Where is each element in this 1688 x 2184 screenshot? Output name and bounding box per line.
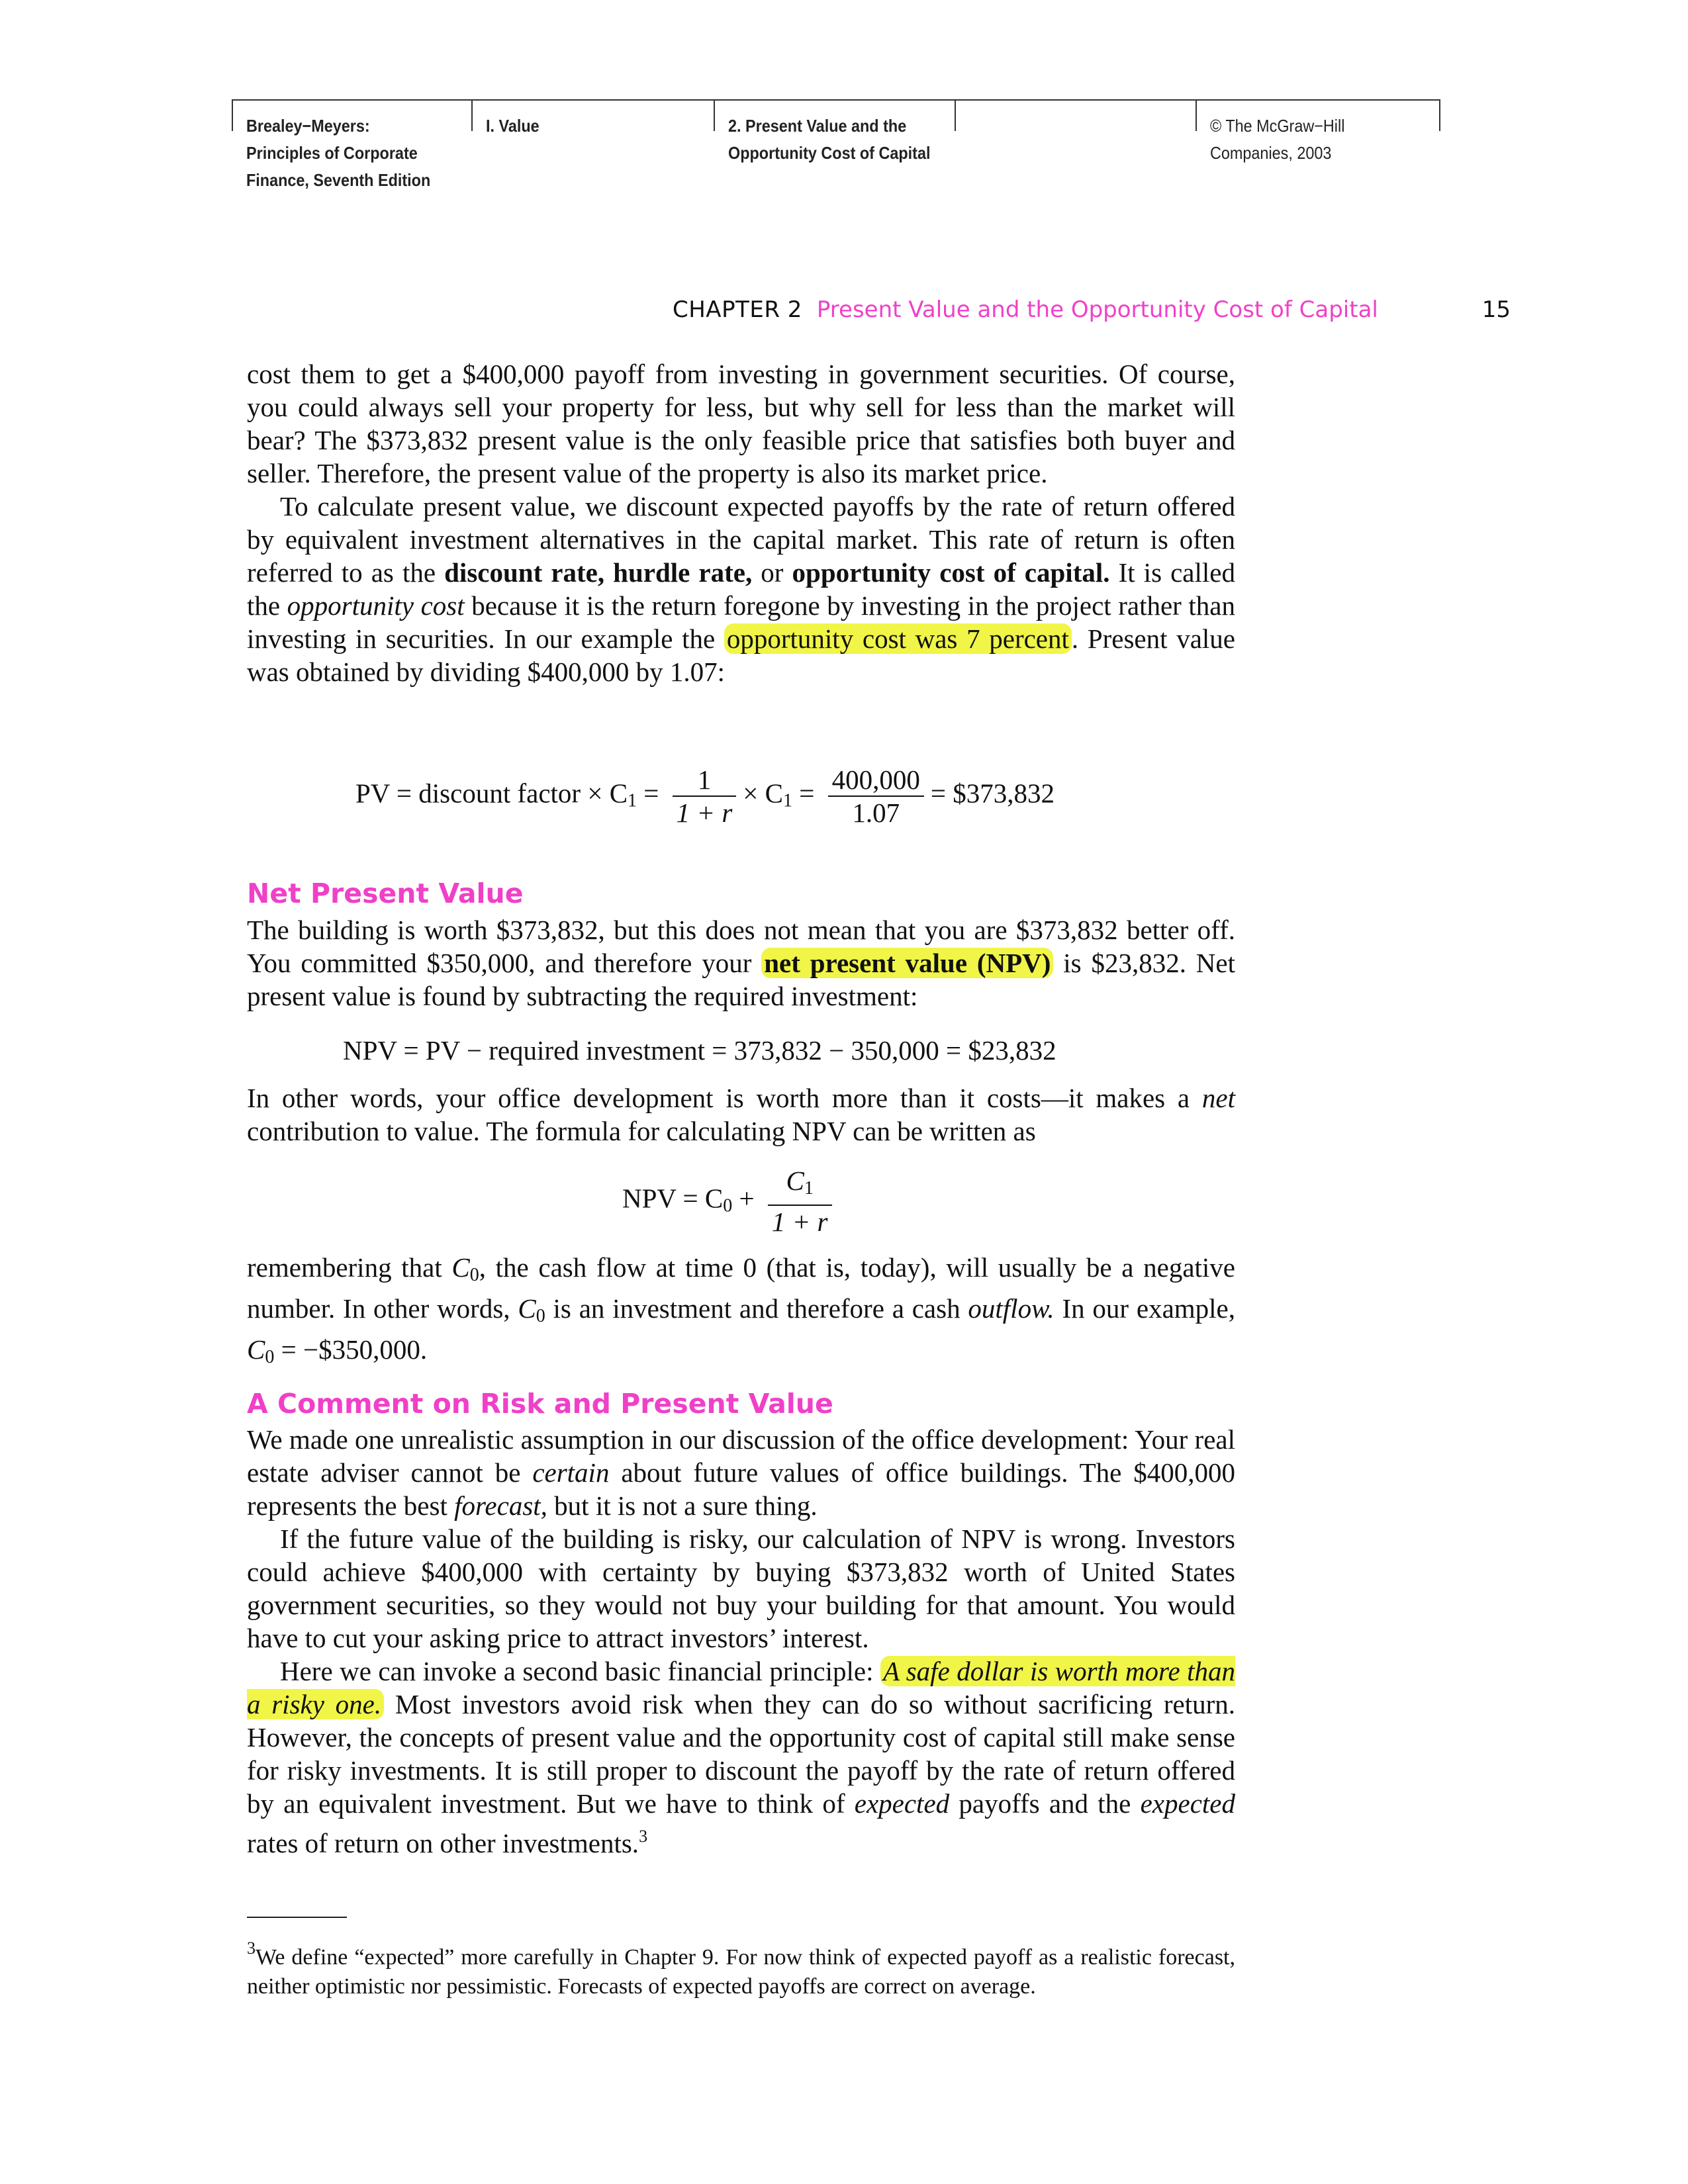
equation-npv: NPV = PV − required investment = 373,832 − 350,000 = $23,832 <box>343 1035 1056 1066</box>
running-head <box>673 295 1378 324</box>
paragraph: remembering that $C_0$, the cash flow at time 0 (that is, today), will usually be a negative number. In other words, $C_0$ is an investment and therefore a cash outflow. In our example, $C_0$ = −$350,000. <box>247 1252 1236 1367</box>
header-divider <box>1196 99 1197 131</box>
highlight: net present value (NPV) <box>761 948 1053 978</box>
highlight: opportunity cost was 7 percent <box>724 623 1072 654</box>
header-book-title: Brealey−Meyers: Principles of Corporate Finance, Seventh Edition <box>246 116 431 190</box>
section-heading: A Comment on Risk and Present Value <box>247 1388 833 1420</box>
equation-npv-formula: NPV = $C_0$ + $\frac{C_1}{1 + r}$ <box>622 1165 839 1238</box>
footnote: $^3$We define “expected” more carefully in Chapter 9. For now think of expected payoff as a realistic forecast, neither optimistic nor pessimistic. Forecasts of expected payoffs are correct on average. <box>247 1938 1235 1999</box>
header-rule <box>232 99 1440 101</box>
fraction: $\frac{400,000}{1.07}$ <box>828 764 924 829</box>
header-divider <box>1439 99 1440 131</box>
equation-pv: PV = discount factor × $C_1$ = $\frac{1}{1 + r}$ × $C_1$ = $\frac{400,000}{1.07}$ = $373,832 <box>355 764 1055 828</box>
paragraph: To calculate present value, we discount expected payoffs by the rate of return offered by equivalent investment alternatives in the capital market. This rate of return is often referred to as the discount rate, hurdle rate, or opportunity cost of capital. It is called the opportunity cost because it is the return foregone by investing in the project rather than investing in securities. In our example the opportunity cost was 7 percent. Present value was obtained by dividing $400,000 by 1.07: <box>247 491 1235 687</box>
paragraph: We made one unrealistic assumption in our discussion of the office development: Your real estate adviser cannot be certain about future values of office buildings. The $400,000 represents the best forecast, but it is not a sure thing. <box>247 1424 1235 1521</box>
paragraph: In other words, your office development is worth more than it costs—it makes a net contribution to value. The formula for calculating NPV can be written as <box>247 1083 1235 1146</box>
section-heading: Net Present Value <box>247 878 524 909</box>
running-head-chapter: CHAPTER 2 <box>673 296 802 323</box>
footnote-rule <box>247 1917 347 1918</box>
fraction: $\frac{C_1}{1 + r}$ <box>768 1165 832 1238</box>
header-divider <box>714 99 715 131</box>
text-block-3 <box>247 1081 1235 1148</box>
text-block-4 <box>247 1251 1235 1374</box>
paragraph: cost them to get a $400,000 payoff from investing in government securities. Of course, you could always sell your property for less, but why sell for less than the market will bear? The $373,832 present value is the only feasible price that satisfies both buyer and seller. Therefore, the present value of the property is also its market price. <box>247 359 1235 488</box>
text-block-1 <box>247 357 1235 688</box>
text-block-2 <box>247 913 1235 1013</box>
header-divider <box>471 99 473 131</box>
running-head-title: Present Value and the Opportunity Cost of Capital <box>816 296 1378 323</box>
header-part: I. Value <box>486 116 539 136</box>
header-chapter: 2. Present Value and the Opportunity Cost of Capital <box>728 116 931 163</box>
footnote-ref: 3 <box>639 1827 648 1846</box>
paragraph: Here we can invoke a second basic financial principle: A safe dollar is worth more than a risky one. Most investors avoid risk when they can do so without sacrificing return. However, the concepts of present value and the opportunity cost of capital still make sense for risky investments. It is still proper to discount the payoff by the rate of return offered by an equivalent investment. But we have to think of expected payoffs and the expected rates of return on other investments.$^3$ <box>247 1656 1235 1858</box>
header-divider <box>232 99 233 131</box>
paragraph: The building is worth $373,832, but this does not mean that you are $373,832 better off. You committed $350,000, and therefore your net present value (NPV) is $23,832. Net present value is found by subtracting the required investment: <box>247 915 1236 1011</box>
book-header <box>232 99 1440 205</box>
text-block-5 <box>247 1423 1235 1860</box>
highlight: A safe dollar is worth more than a risky one. <box>247 1656 1235 1719</box>
page-number: 15 <box>1481 296 1511 323</box>
header-divider <box>955 99 956 131</box>
paragraph: If the future value of the building is risky, our calculation of NPV is wrong. Investors could achieve $400,000 with certainty by buying $373,832 worth of United States government securities, so they would not buy your building for that amount. You would have to cut your asking price to attract investors’ interest. <box>247 1524 1235 1653</box>
header-copyright: © The McGraw−Hill Companies, 2003 <box>1210 116 1345 163</box>
fraction: $\frac{1}{1 + r}$ <box>673 764 737 829</box>
